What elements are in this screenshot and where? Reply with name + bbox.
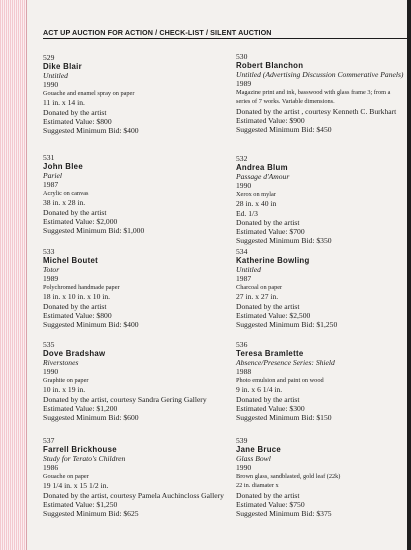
artwork-title: Pariel — [43, 171, 62, 181]
catalog-entry — [236, 436, 411, 518]
artwork-title: Untitled — [236, 265, 261, 275]
detail-line: Donated by the artist — [236, 217, 300, 227]
detail-line: 19 1/4 in. x 15 1/2 in. — [43, 481, 109, 491]
catalog-entry — [43, 53, 223, 135]
detail-line: Photo emulsion and paint on wood — [236, 377, 324, 385]
detail-line: Suggested Minimum Bid: $1,250 — [236, 319, 338, 329]
detail-line: 27 in. x 27 in. — [236, 292, 279, 302]
artist-name: Jane Bruce — [236, 445, 282, 455]
artwork-title: Totor — [43, 265, 60, 275]
detail-line: Suggested Minimum Bid: $400 — [43, 125, 139, 135]
detail-line: 1987 — [43, 180, 59, 190]
artist-name: Dike Blair — [43, 62, 82, 72]
document-page — [27, 0, 407, 550]
detail-line: Graphite on paper — [43, 377, 89, 385]
catalog-entry — [236, 52, 411, 134]
detail-line: Suggested Minimum Bid: $450 — [236, 124, 332, 134]
detail-line: Estimated Value: $900 — [236, 115, 305, 125]
detail-line: Donated by the artist — [236, 301, 300, 311]
detail-line: 1988 — [236, 367, 252, 377]
detail-line: 1990 — [236, 181, 252, 191]
detail-line: Acrylic on canvas — [43, 190, 89, 198]
artist-name: John Blee — [43, 162, 83, 172]
detail-line: Estimated Value: $800 — [43, 310, 112, 320]
detail-line: Estimated Value: $2,500 — [236, 310, 311, 320]
catalog-entry — [43, 340, 223, 422]
detail-line: Estimated Value: $2,000 — [43, 216, 118, 226]
detail-line: Charcoal on paper — [236, 284, 283, 292]
artwork-title: Riverstones — [43, 358, 79, 368]
detail-line: 11 in. x 14 in. — [43, 98, 85, 108]
lot-number: 534 — [236, 247, 248, 256]
detail-line: 18 in. x 10 in. x 10 in. — [43, 292, 111, 302]
detail-line: Estimated Value: $1,250 — [43, 499, 118, 509]
artist-name: Andrea Blum — [236, 163, 288, 173]
detail-line: 1989 — [236, 79, 252, 89]
detail-line: Donated by the artist — [43, 207, 107, 217]
artwork-title: Untitled (Advertising Discussion Commerative Panels) — [236, 70, 404, 80]
detail-line: Xerox on mylar — [236, 191, 276, 199]
detail-line: Donated by the artist — [236, 490, 300, 500]
detail-line: Estimated Value: $1,200 — [43, 403, 118, 413]
detail-line: 1986 — [43, 463, 59, 473]
detail-line: Polychromed handmade paper — [43, 284, 120, 292]
artist-name: Farrell Brickhouse — [43, 445, 117, 455]
header-rule — [43, 38, 407, 39]
artist-name: Robert Blanchon — [236, 61, 304, 71]
detail-line: Suggested Minimum Bid: $375 — [236, 508, 332, 518]
detail-line: 1990 — [43, 367, 59, 377]
artwork-title: Absence/Presence Series: Shield — [236, 358, 335, 368]
catalog-entry — [236, 247, 411, 329]
detail-line: Suggested Minimum Bid: $150 — [236, 412, 332, 422]
lot-number: 532 — [236, 154, 248, 163]
detail-line: Donated by the artist, courtesy Sandra Gering Gallery — [43, 394, 207, 404]
detail-line: Donated by the artist — [43, 107, 107, 117]
detail-line: 9 in. x 6 1/4 in. — [236, 385, 283, 395]
detail-line: 1989 — [43, 274, 59, 284]
detail-line: Donated by the artist, courtesy Pamela Auchincloss Gallery — [43, 490, 224, 500]
artwork-title: Glass Bowl — [236, 454, 271, 464]
binding-edge — [0, 0, 27, 550]
artist-name: Michel Boutet — [43, 256, 99, 266]
detail-line: Donated by the artist , courtesy Kenneth C. Burkhart — [236, 106, 397, 116]
detail-line: Magazine print and ink, basswood with glass frame 3; from a — [236, 89, 391, 97]
detail-line: Suggested Minimum Bid: $350 — [236, 235, 332, 245]
detail-line: Donated by the artist — [43, 301, 107, 311]
detail-line: 22 in. diamater x — [236, 482, 279, 490]
detail-line: Ed. 1/3 — [236, 208, 258, 218]
page-header: ACT UP AUCTION FOR ACTION / CHECK-LIST / SILENT AUCTION — [43, 28, 272, 37]
detail-line: Suggested Minimum Bid: $600 — [43, 412, 139, 422]
lot-number: 539 — [236, 436, 248, 445]
detail-line: 1987 — [236, 274, 252, 284]
artwork-title: Passage d'Amour — [236, 172, 290, 182]
detail-line: Suggested Minimum Bid: $625 — [43, 508, 139, 518]
artist-name: Katherine Bowling — [236, 256, 310, 266]
catalog-entry — [43, 153, 223, 235]
detail-line: Estimated Value: $300 — [236, 403, 305, 413]
artwork-title: Untitled — [43, 71, 68, 81]
catalog-entry — [43, 247, 223, 329]
detail-line: Estimated Value: $700 — [236, 226, 305, 236]
lot-number: 533 — [43, 247, 55, 256]
lot-number: 536 — [236, 340, 248, 349]
detail-line: Suggested Minimum Bid: $400 — [43, 319, 139, 329]
detail-line: Brown glass, sandblasted, gold leaf (22k) — [236, 473, 341, 481]
catalog-entry — [236, 340, 411, 422]
lot-number: 537 — [43, 436, 55, 445]
detail-line: Donated by the artist — [236, 394, 300, 404]
detail-line: Gouache on paper — [43, 473, 89, 481]
detail-line: Gouache and enamel spray on paper — [43, 90, 135, 98]
detail-line: Estimated Value: $800 — [43, 116, 112, 126]
detail-line: 1990 — [236, 463, 252, 473]
lot-number: 529 — [43, 53, 55, 62]
artwork-title: Study for Terato's Children — [43, 454, 126, 464]
catalog-entry — [236, 154, 411, 245]
artist-name: Dove Bradshaw — [43, 349, 106, 359]
detail-line: series of 7 works. Variable dimensions. — [236, 98, 335, 106]
lot-number: 531 — [43, 153, 55, 162]
artist-name: Teresa Bramlette — [236, 349, 304, 359]
lot-number: 530 — [236, 52, 248, 61]
detail-line: Estimated Value: $750 — [236, 499, 305, 509]
detail-line: 1990 — [43, 80, 59, 90]
lot-number: 535 — [43, 340, 55, 349]
detail-line: 38 in. x 28 in. — [43, 198, 86, 208]
detail-line: Suggested Minimum Bid: $1,000 — [43, 225, 145, 235]
catalog-entry — [43, 436, 223, 518]
detail-line: 10 in. x 19 in. — [43, 385, 86, 395]
detail-line: 28 in. x 40 in — [236, 199, 277, 209]
